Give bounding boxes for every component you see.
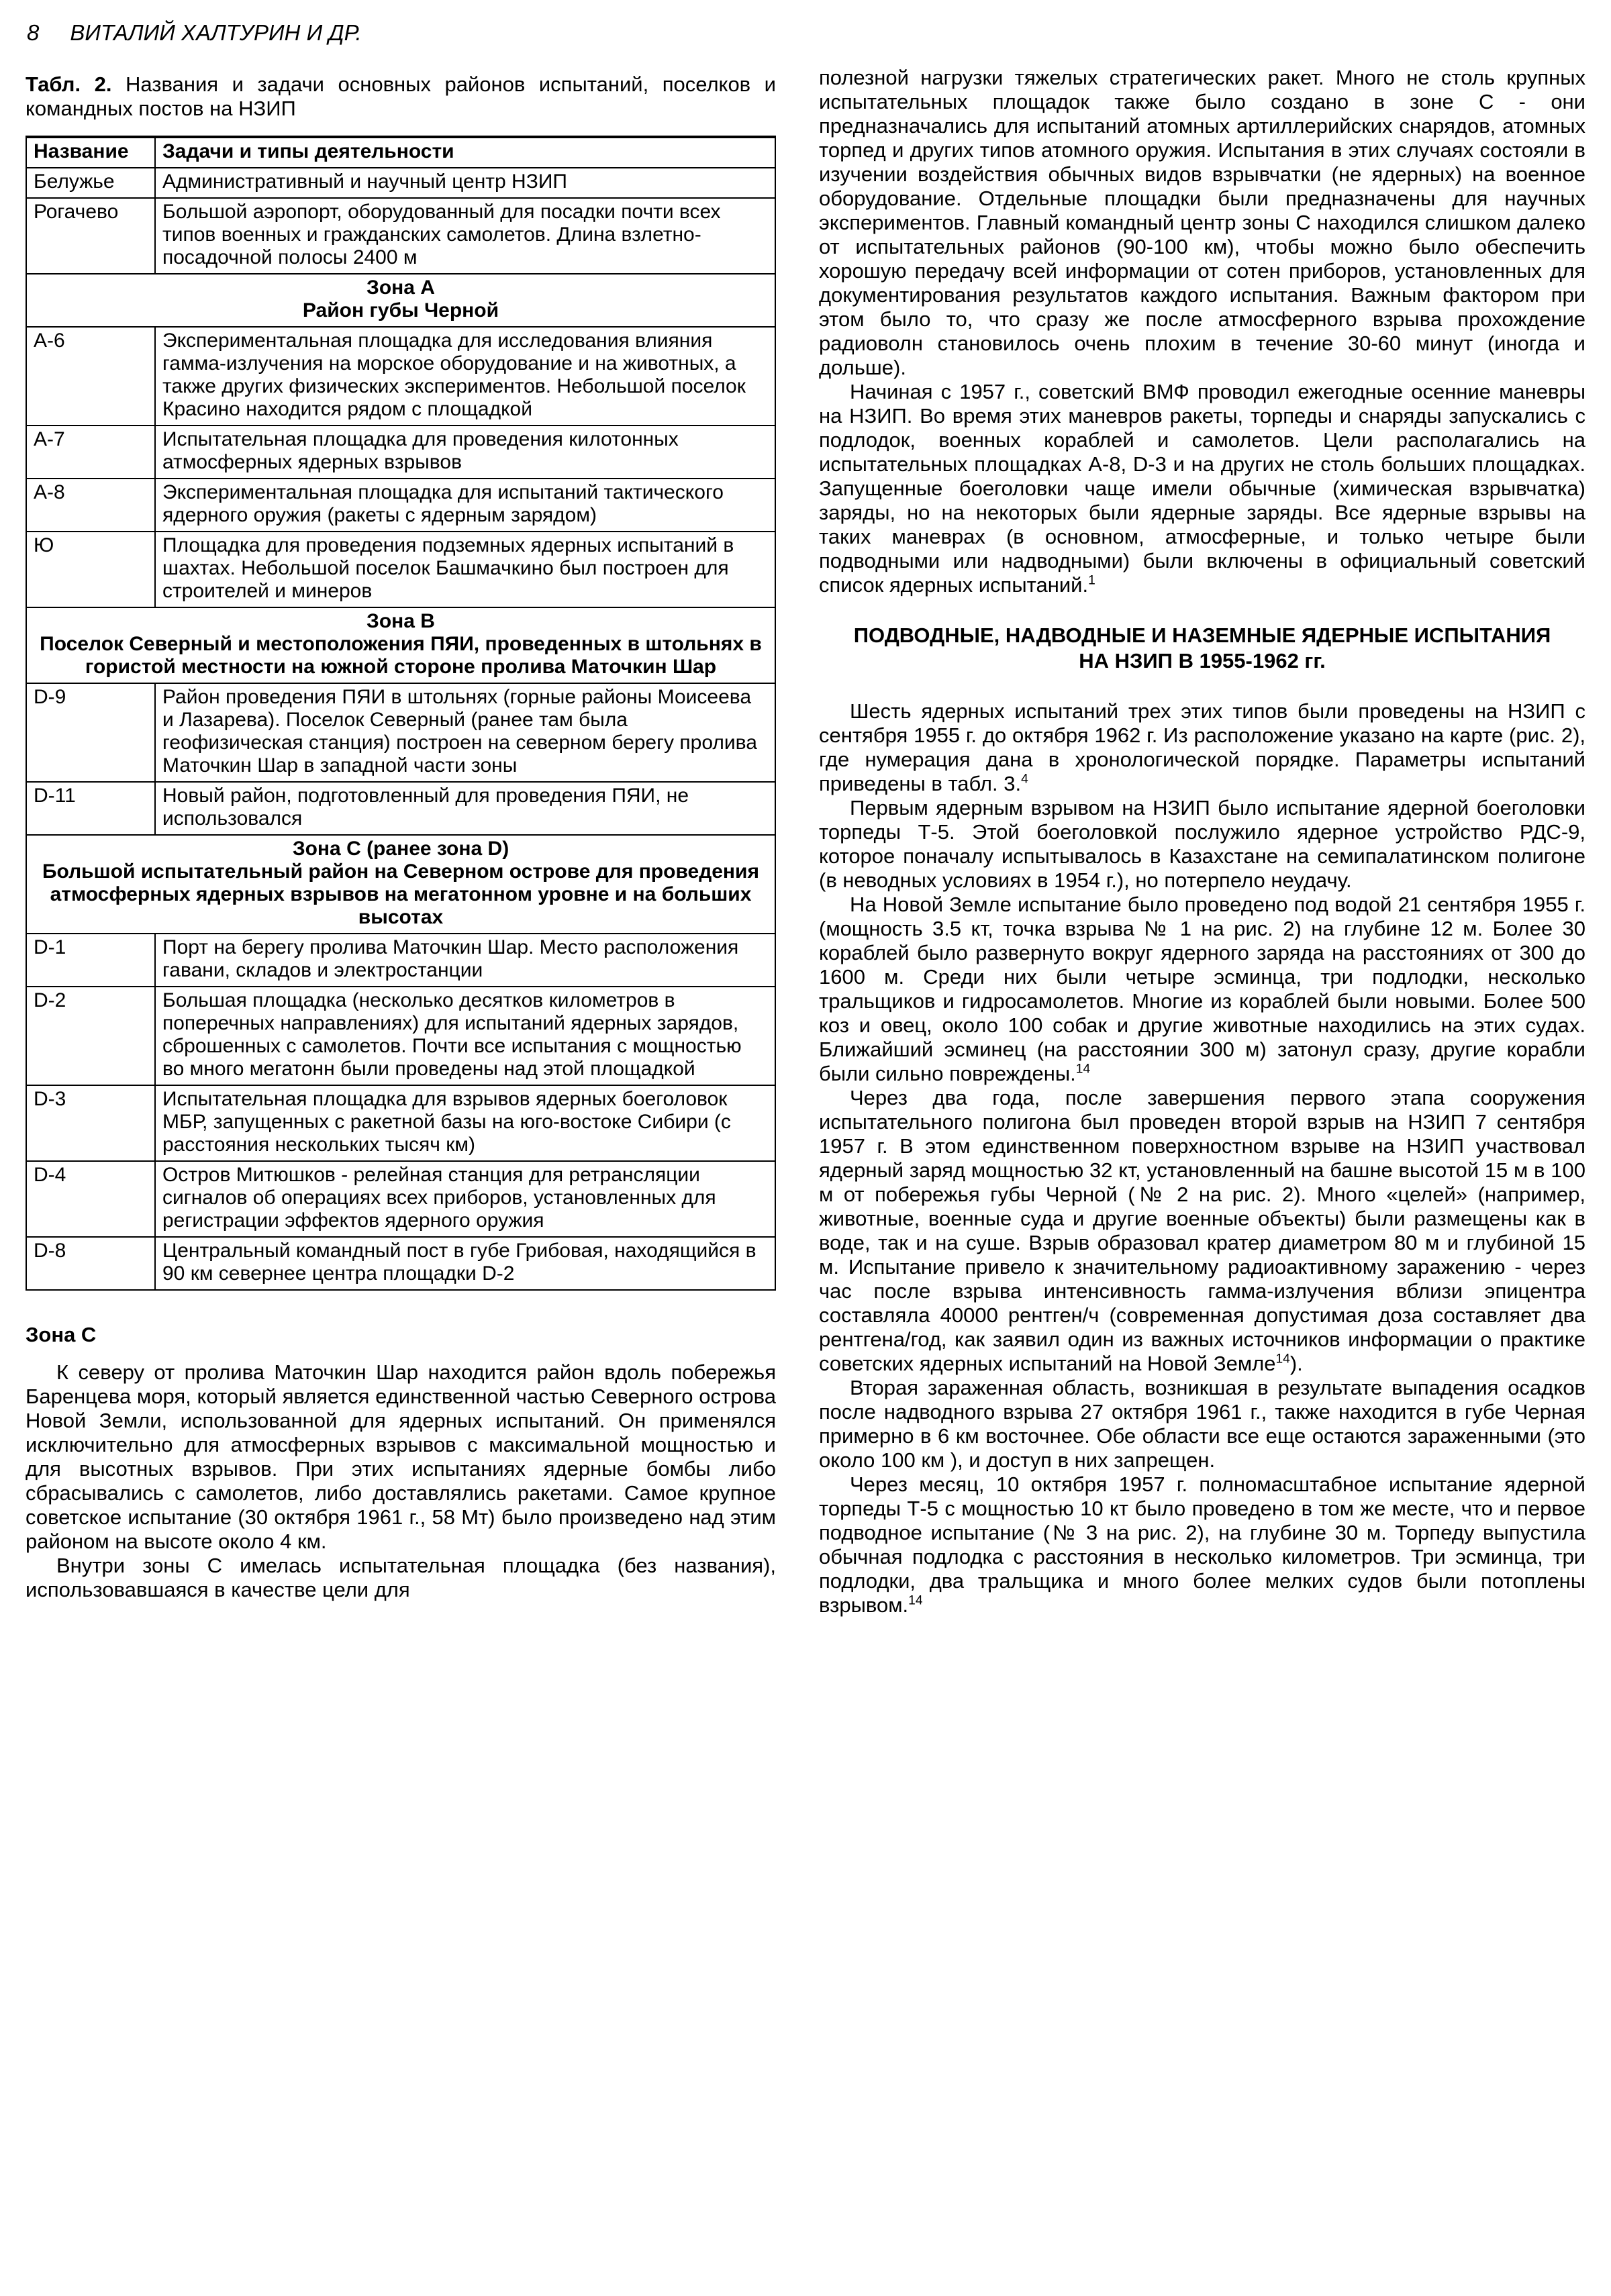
test-sites-table	[26, 136, 776, 1291]
table-cell-name: D-3	[26, 1085, 155, 1161]
table-row	[26, 1161, 775, 1237]
right-column	[819, 66, 1585, 1617]
table-section-row	[26, 835, 775, 934]
table-cell-name: Рогачево	[26, 198, 155, 274]
running-head-authors: ВИТАЛИЙ ХАЛТУРИН И ДР.	[70, 20, 362, 45]
table-row	[26, 782, 775, 835]
table-cell-desc: Большой аэропорт, оборудованный для посадки почти всех типов военных и гражданских самолетов. Длина взлетно-посадочной полосы 2400 м	[155, 198, 775, 274]
table-section-title: Зона В Поселок Северный и местоположения ПЯИ, проведенных в штольнях в гористой местности на южной стороне пролива Маточкин Шар	[26, 607, 775, 683]
left-column	[26, 66, 776, 1602]
table-cell-desc: Большая площадка (несколько десятков километров в поперечных направлениях) для испытаний ядерных зарядов, сброшенных с самолетов. Почти все испытания с мощностью во много мегатонн были проведены над этой площадкой	[155, 987, 775, 1085]
table-cell-name: D-8	[26, 1237, 155, 1290]
test-sites-table-body	[26, 168, 775, 1290]
table-cell-name: D-9	[26, 683, 155, 782]
paragraph: Через два года, после завершения первого этапа сооружения испытательного полигона был проведен второй взрыв на НЗИП 7 сентября 1957 г. В этом единственном поверхностном взрыве на НЗИП участвовал ядерный заряд мощностью 32 кт, установленный на башне высотой 15 м в 100 м от побережья губы Черной (№ 2 на рис. 2). Много «целей» (например, животные, военные суда и другие военные объекты) были размещены как в воде, так и на суше. Взрыв образовал кратер диаметром 80 м и глубиной 15 м. Испытание привело к значительному радиоактивному заражению - через час после взрыва интенсивность гамма-излучения вблизи эпицентра составляла 40000 рентген/ч (современная допустимая доза составляет два рентгена/год, как заявил один из важных источников информации о практике советских ядерных испытаний на Новой Земле$^{14}$).	[819, 1086, 1585, 1375]
table-row	[26, 1085, 775, 1161]
table-cell-desc: Административный и научный центр НЗИП	[155, 168, 775, 198]
table-section-title: Зона С (ранее зона D) Большой испытательный район на Северном острове для проведения атмосферных ядерных взрывов на мегатонном уровне и на больших высотах	[26, 835, 775, 934]
table-cell-desc: Испытательная площадка для взрывов ядерных боеголовок МБР, запущенных с ракетной базы на юго-востоке Сибири (с расстояния нескольких тысяч км)	[155, 1085, 775, 1161]
paragraph: Начиная с 1957 г., советский ВМФ проводил ежегодные осенние маневры на НЗИП. Во время этих маневров ракеты, торпеды и снаряды запускались с подлодок, военных кораблей и самолетов. Цели располагались на испытательных площадках А-8, D-3 и на других не столь больших площадках. Запущенные боеголовки чаще имели обычные (химическая взрывчатка) заряды, но на некоторых были ядерные заряды. Все ядерные взрывы на таких маневрах (в основном, атмосферные, и только четыре были подводными или надводными) были включены в официальный советский список ядерных испытаний.$^1$	[819, 380, 1585, 597]
table-row	[26, 1237, 775, 1290]
paragraph: На Новой Земле испытание было проведено под водой 21 сентября 1955 г. (мощность 3.5 кт, точка взрыва № 1 на рис. 2) на глубине 12 м. Более 30 кораблей было развернуто вокруг ядерного заряда на расстояниях от 300 до 1600 м. Среди них были четыре эсминца, три подлодки, несколько тральщиков и гидросамолетов. Многие из кораблей были новыми. Более 500 коз и овец, около 100 собак и другие животные находились на этих судах. Ближайший эсминец (на расстоянии 300 м) затонул сразу, другие корабли были сильно повреждены.$^{14}$	[819, 893, 1585, 1085]
table-cell-name: А-8	[26, 479, 155, 532]
tests-section-heading: ПОДВОДНЫЕ, НАДВОДНЫЕ И НАЗЕМНЫЕ ЯДЕРНЫЕ ИСПЫТАНИЯ НА НЗИП В 1955-1962 гг.	[853, 623, 1551, 672]
table-cell-desc: Площадка для проведения подземных ядерных испытаний в шахтах. Небольшой поселок Башмачкино был построен для строителей и минеров	[155, 532, 775, 607]
page-header	[27, 20, 1585, 46]
table-cell-name: А-6	[26, 327, 155, 426]
paragraph: Вторая зараженная область, возникшая в результате выпадения осадков после надводного взрыва 27 октября 1961 г., также находится в губе Черная примерно в 6 км восточнее. Обе области все еще остаются зараженными (это около 100 км ), и доступ в них запрещен.	[819, 1376, 1585, 1472]
table-cell-desc: Порт на берегу пролива Маточкин Шар. Место расположения гавани, складов и электростанции	[155, 934, 775, 987]
table-cell-name: D-11	[26, 782, 155, 835]
table-cell-desc: Испытательная площадка для проведения килотонных атмосферных ядерных взрывов	[155, 426, 775, 479]
zone-c-heading: Зона С	[26, 1323, 97, 1346]
paragraph: К северу от пролива Маточкин Шар находится район вдоль побережья Баренцева моря, который является единственной частью Северного острова Новой Земли, использованной для ядерных испытаний. Он применялся исключительно для атмосферных взрывов с максимальной мощностью и для высотных взрывов. При этих испытаниях ядерные бомбы либо сбрасывались с самолетов, либо доставлялись ракетами. Самое крупное советское испытание (30 октября 1961 г., 58 Мт) было произведено над этим районом на высоте около 4 км.	[26, 1360, 776, 1553]
table-cell-name: D-1	[26, 934, 155, 987]
table-row	[26, 532, 775, 607]
table-cell-desc: Экспериментальная площадка для испытаний тактического ядерного оружия (ракеты с ядерным зарядом)	[155, 479, 775, 532]
table-row	[26, 987, 775, 1085]
table-header-row	[26, 137, 775, 168]
table-caption-text: Названия и задачи основных районов испытаний, поселков и командных постов на НЗИП	[26, 72, 776, 120]
table-row	[26, 198, 775, 274]
paragraph: полезной нагрузки тяжелых стратегических ракет. Много не столь крупных испытательных площадок также было создано в зоне С - они предназначались для испытаний атомных артиллерийских снарядов, атомных торпед и других типов атомного оружия. Испытания в этих случаях состояли в изучении воздействия обычных видов взрывчатки (не ядерных) на военное оборудование. Отдельные площадки были предназначены для научных экспериментов. Главный командный центр зоны С находился слишком далеко от испытательных районов (90-100 км), чтобы можно было обеспечить хорошую передачу всей информации от сотен приборов, установленных для документирования результатов каждого испытания. Важным фактором при этом было то, что сразу же после атмосферного взрыва прохождение радиоволн становилось очень плохим в течение 30-60 минут (иногда и дольше).	[819, 66, 1585, 379]
table-cell-name: D-2	[26, 987, 155, 1085]
table-row	[26, 327, 775, 426]
table-section-row	[26, 607, 775, 683]
table-cell-name: А-7	[26, 426, 155, 479]
left-column-paragraphs	[26, 1360, 776, 1602]
paragraph: Внутри зоны С имелась испытательная площадка (без названия), использовавшаяся в качестве цели для	[26, 1554, 776, 1601]
column-header-tasks: Задачи и типы деятельности	[155, 137, 775, 168]
paragraph: Через месяц, 10 октября 1957 г. полномасштабное испытание ядерной торпеды Т-5 с мощностью 10 кт было проведено в том же месте, что и первое подводное испытание (№ 3 на рис. 2), на глубине 30 м. Торпеду выпустила обычная подлодка с расстояния в несколько километров. Три эсминца, три подлодки, два тральщика и много более мелких судов были потоплены взрывом.$^{14}$	[819, 1473, 1585, 1617]
table-caption-label: Табл. 2.	[26, 72, 112, 96]
table-cell-desc: Центральный командный пост в губе Грибовая, находящийся в 90 км севернее центра площадки D-2	[155, 1237, 775, 1290]
table-cell-name: D-4	[26, 1161, 155, 1237]
table-caption	[26, 72, 776, 121]
table-row	[26, 683, 775, 782]
table-row	[26, 934, 775, 987]
table-section-row	[26, 274, 775, 327]
table-row	[26, 479, 775, 532]
page-number: 8	[27, 20, 40, 45]
table-cell-desc: Экспериментальная площадка для исследования влияния гамма-излучения на морское оборудование и на животных, а также других физических экспериментов. Небольшой поселок Красино находится рядом с площадкой	[155, 327, 775, 426]
table-section-title: Зона А Район губы Черной	[26, 274, 775, 327]
paragraph: Шесть ядерных испытаний трех этих типов были проведены на НЗИП с сентября 1955 г. до октября 1962 г. Из расположение указано на карте (рис. 2), где нумерация дана в хронологической порядке. Параметры испытаний приведены в табл. 3.$^4$	[819, 699, 1585, 795]
right-column-paragraphs-top	[819, 66, 1585, 597]
right-column-paragraphs-bottom	[819, 699, 1585, 1617]
column-header-name: Название	[26, 137, 155, 168]
table-row	[26, 426, 775, 479]
table-cell-name: Белужье	[26, 168, 155, 198]
table-cell-name: Ю	[26, 532, 155, 607]
table-cell-desc: Остров Митюшков - релейная станция для ретрансляции сигналов об операциях всех приборов, установленных для регистрации эффектов ядерного оружия	[155, 1161, 775, 1237]
table-cell-desc: Район проведения ПЯИ в штольнях (горные районы Моисеева и Лазарева). Поселок Северный (ранее там была геофизическая станция) построен на северном берегу пролива Маточкин Шар в западной части зоны	[155, 683, 775, 782]
paragraph: Первым ядерным взрывом на НЗИП было испытание ядерной боеголовки торпеды Т-5. Этой боеголовкой послужило ядерное устройство РДС-9, которое поначалу испытывалось в Казахстане на семипалатинском полигоне (в неводных условиях в 1954 г.), но потерпело неудачу.	[819, 796, 1585, 892]
two-column-layout	[26, 66, 1585, 1617]
table-cell-desc: Новый район, подготовленный для проведения ПЯИ, не использовался	[155, 782, 775, 835]
table-row	[26, 168, 775, 198]
